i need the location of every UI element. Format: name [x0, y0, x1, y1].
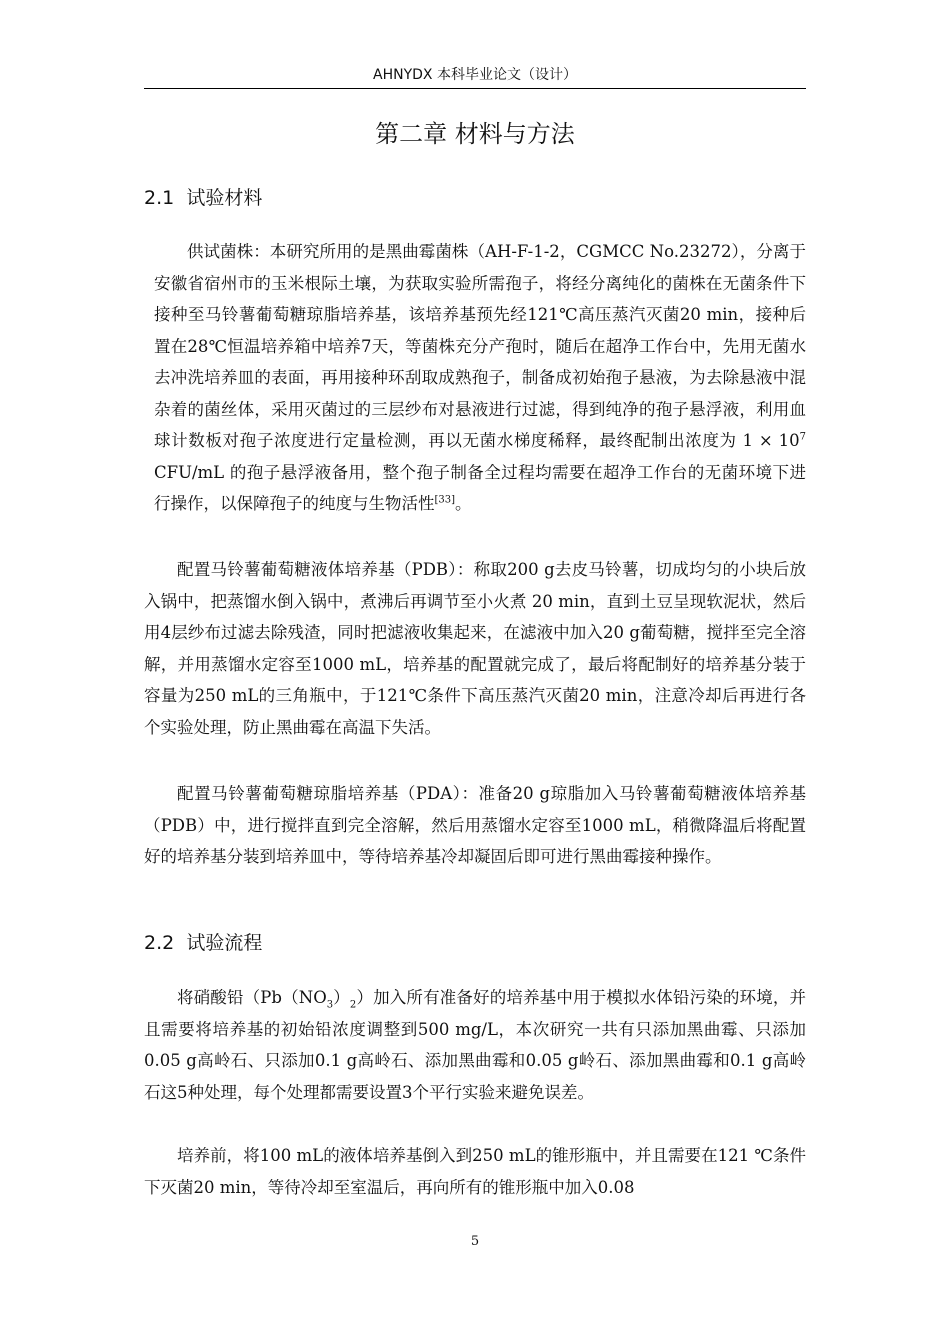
text-run: 将硝酸铅（Pb（NO — [177, 988, 327, 1007]
section-title: 试验流程 — [186, 932, 263, 954]
running-header: AHNYDX 本科毕业论文（设计） — [144, 64, 806, 89]
citation-ref: [33] — [434, 494, 456, 506]
text-run: ）加入所有准备好的培养基中用于模拟水体铅污染的环境，并且需要将培养基的初始铅浓度调整到500 mg/L，本次研究一共有只添加黑曲霉、只添加0.05 g高岭石、只添加0.1 g高岭石、添加黑曲霉和0.05 g岭石、添加黑曲霉和0.1 g高岭石这5种处理，每个处理都需要设置3个平行实验来避免误差。 — [144, 988, 807, 1102]
section-heading-2-1 — [144, 184, 262, 212]
paragraph-text: 培养前，将100 mL的液体培养基倒入到250 mL的锥形瓶中，并且需要在121 ℃条件下灭菌20 min，等待冷却至室温后，再向所有的锥形瓶中加入0.08 — [144, 1146, 806, 1197]
text-run: CFU/mL 的孢子悬浮液备用，整个孢子制备全过程均需要在超净工作台的无菌环境下进行操作，以保障孢子的纯度与生物活性 — [154, 462, 806, 513]
section-number: 2.2 — [144, 932, 175, 954]
subscript: 2 — [349, 999, 357, 1011]
section-2-1-paragraph-pda — [144, 778, 806, 873]
paragraph-text: 配置马铃薯葡萄糖琼脂培养基（PDA）：准备20 g琼脂加入马铃薯葡萄糖液体培养基（PDB）中，进行搅拌直到完全溶解，然后用蒸馏水定容至1000 mL，稍微降温后将配置好的培养基分装到培养皿中，等待培养基冷却凝固后即可进行黑曲霉接种操作。 — [144, 784, 806, 866]
section-heading-2-2 — [144, 929, 262, 957]
section-2-1-paragraph-pdb — [144, 554, 806, 743]
text-run: 。 — [455, 494, 472, 513]
page-number: 5 — [470, 1234, 480, 1249]
text-run: 供试菌株：本研究所用的是黑曲霉菌株（AH-F-1-2，CGMCC No.23272），分离于安徽省宿州市的玉米根际土壤，为获取实验所需孢子，将经分离纯化的菌株在无菌条件下接种至马铃薯葡萄糖琼脂培养基，该培养基预先经121℃高压蒸汽灭菌20 min，接种后置在28℃恒温培养箱中培养7天，等菌株充分产孢时，随后在超净工作台中，先用无菌水去冲洗培养皿的表面，再用接种环刮取成熟孢子，制备成初始孢子悬液，为去除悬液中混杂着的菌丝体，采用灭菌过的三层纱布对悬液进行过滤，得到纯净的孢子悬浮液，利用血球计数板对孢子浓度进行定量检测，再以无菌水梯度稀释，最终配制出浓度为 1 × 10 — [154, 242, 806, 450]
subscript: 3 — [326, 999, 334, 1011]
section-2-1-paragraph-strain — [154, 236, 806, 520]
section-number: 2.1 — [144, 187, 175, 209]
section-2-2-paragraph-lead — [144, 982, 806, 1108]
superscript-exponent: 7 — [799, 431, 806, 443]
chapter-title: 第二章 材料与方法 — [375, 120, 575, 148]
text-run: ） — [333, 988, 350, 1007]
section-2-2-paragraph-culture — [144, 1140, 806, 1203]
paragraph-text: 配置马铃薯葡萄糖液体培养基（PDB）：称取200 g去皮马铃薯，切成均匀的小块后放入锅中，把蒸馏水倒入锅中，煮沸后再调节至小火煮 20 min，直到土豆呈现软泥状，然后用4层纱布过滤去除残渣，同时把滤液收集起来，在滤液中加入20 g葡萄糖，搅拌至完全溶解，并用蒸馏水定容至1000 mL，培养基的配置就完成了，最后将配制好的培养基分装于容量为250 mL的三角瓶中，于121℃条件下高压蒸汽灭菌20 min，注意冷却后再进行各个实验处理，防止黑曲霉在高温下失活。 — [144, 560, 806, 737]
section-title: 试验材料 — [186, 187, 263, 209]
